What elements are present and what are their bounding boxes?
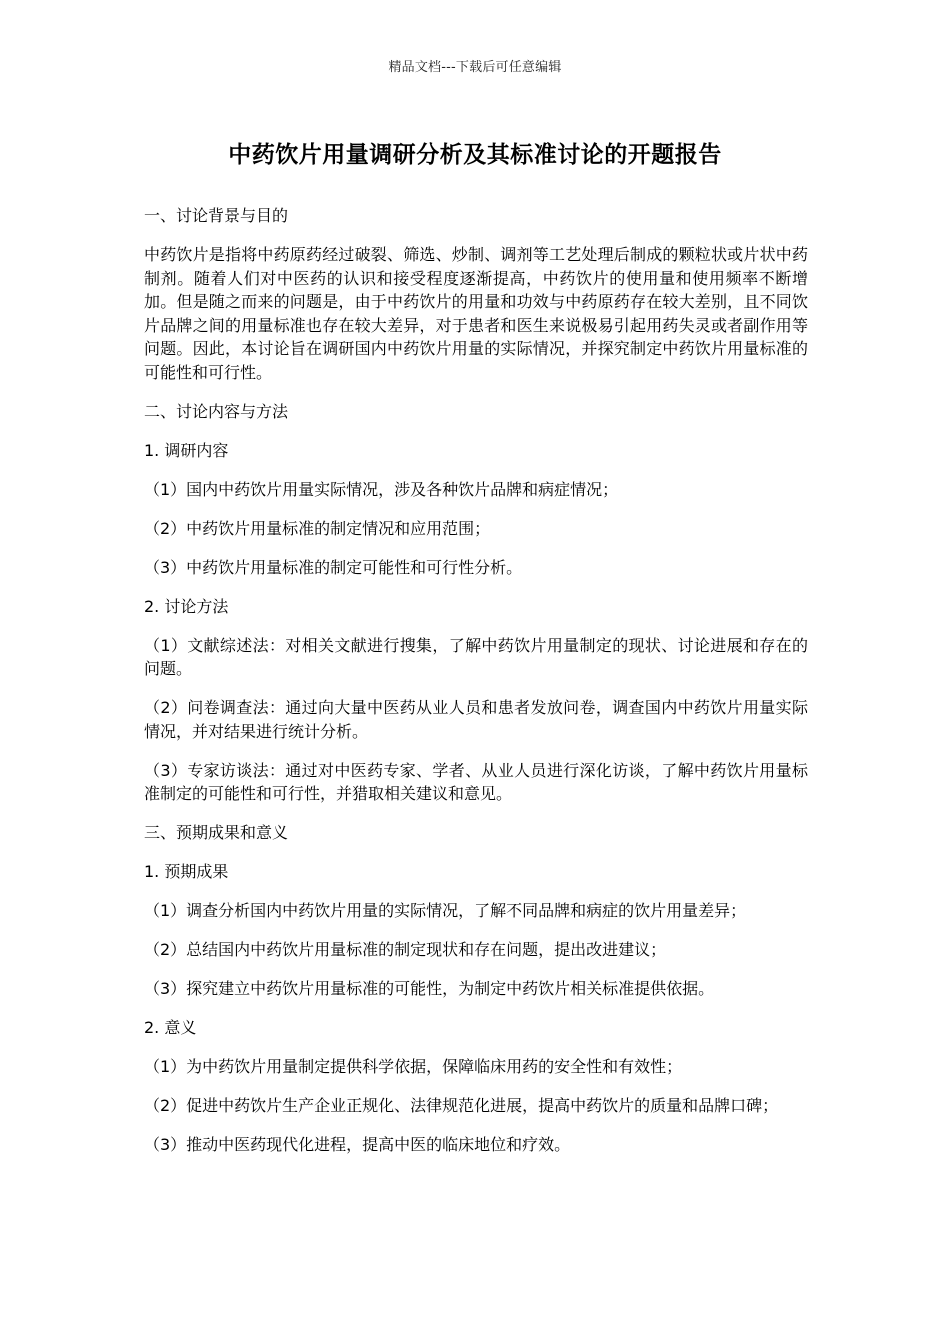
subheading: 1. 调研内容 bbox=[144, 440, 229, 460]
subheading: 1. 预期成果 bbox=[144, 862, 229, 881]
section-heading: 二、讨论内容与方法 bbox=[144, 401, 289, 421]
list-item: （1）文献综述法：对相关文献进行搜集，了解中药饮片用量制定的现状、讨论进展和存在的问题。 bbox=[144, 635, 808, 678]
header-note: 精品文档---下载后可任意编辑 bbox=[388, 60, 562, 75]
list-item: （1）调查分析国内中药饮片用量的实际情况，了解不同品牌和病症的饮片用量差异； bbox=[144, 901, 747, 920]
subheading: 2. 讨论方法 bbox=[144, 596, 229, 616]
list-item: （2）促进中药饮片生产企业正规化、法律规范化进展，提高中药饮片的质量和品牌口碑； bbox=[144, 1096, 779, 1115]
section-heading: 三、预期成果和意义 bbox=[144, 823, 289, 842]
list-item: （2）中药饮片用量标准的制定情况和应用范围； bbox=[144, 518, 491, 538]
list-item: （3）探究建立中药饮片用量标准的可能性，为制定中药饮片相关标准提供依据。 bbox=[144, 979, 715, 998]
list-item: （2）问卷调查法：通过向大量中医药从业人员和患者发放问卷，调查国内中药饮片用量实际情况，并对结果进行统计分析。 bbox=[144, 698, 808, 741]
subheading: 2. 意义 bbox=[144, 1018, 197, 1037]
list-item: （1）为中药饮片用量制定提供科学依据，保障临床用药的安全性和有效性； bbox=[144, 1057, 683, 1076]
document-title: 中药饮片用量调研分析及其标准讨论的开题报告 bbox=[228, 142, 722, 168]
section-heading: 一、讨论背景与目的 bbox=[144, 206, 289, 225]
list-item: （1）国内中药饮片用量实际情况，涉及各种饮片品牌和病症情况； bbox=[144, 479, 619, 499]
document-body bbox=[144, 204, 808, 1172]
list-item: （2）总结国内中药饮片用量标准的制定现状和存在问题，提出改进建议； bbox=[144, 940, 667, 959]
list-item: （3）中药饮片用量标准的制定可能性和可行性分析。 bbox=[144, 557, 523, 577]
body-paragraph: 中药饮片是指将中药原药经过破裂、筛选、炒制、调剂等工艺处理后制成的颗粒状或片状中药制剂。随着人们对中医药的认识和接受程度逐渐提高，中药饮片的使用量和使用频率不断增加。但是随之而来的问题是，由于中药饮片的用量和功效与中药原药存在较大差别，且不同饮片品牌之间的用量标准也存在较大差异，对于患者和医生来说极易引起用药失灵或者副作用等问题。因此，本讨论旨在调研国内中药饮片用量的实际情况，并探究制定中药饮片用量标准的可能性和可行性。 bbox=[144, 245, 808, 382]
list-item: （3）推动中医药现代化进程，提高中医的临床地位和疗效。 bbox=[144, 1135, 571, 1154]
list-item: （3）专家访谈法：通过对中医药专家、学者、从业人员进行深化访谈，了解中药饮片用量标准制定的可能性和可行性，并猎取相关建议和意见。 bbox=[144, 760, 808, 803]
